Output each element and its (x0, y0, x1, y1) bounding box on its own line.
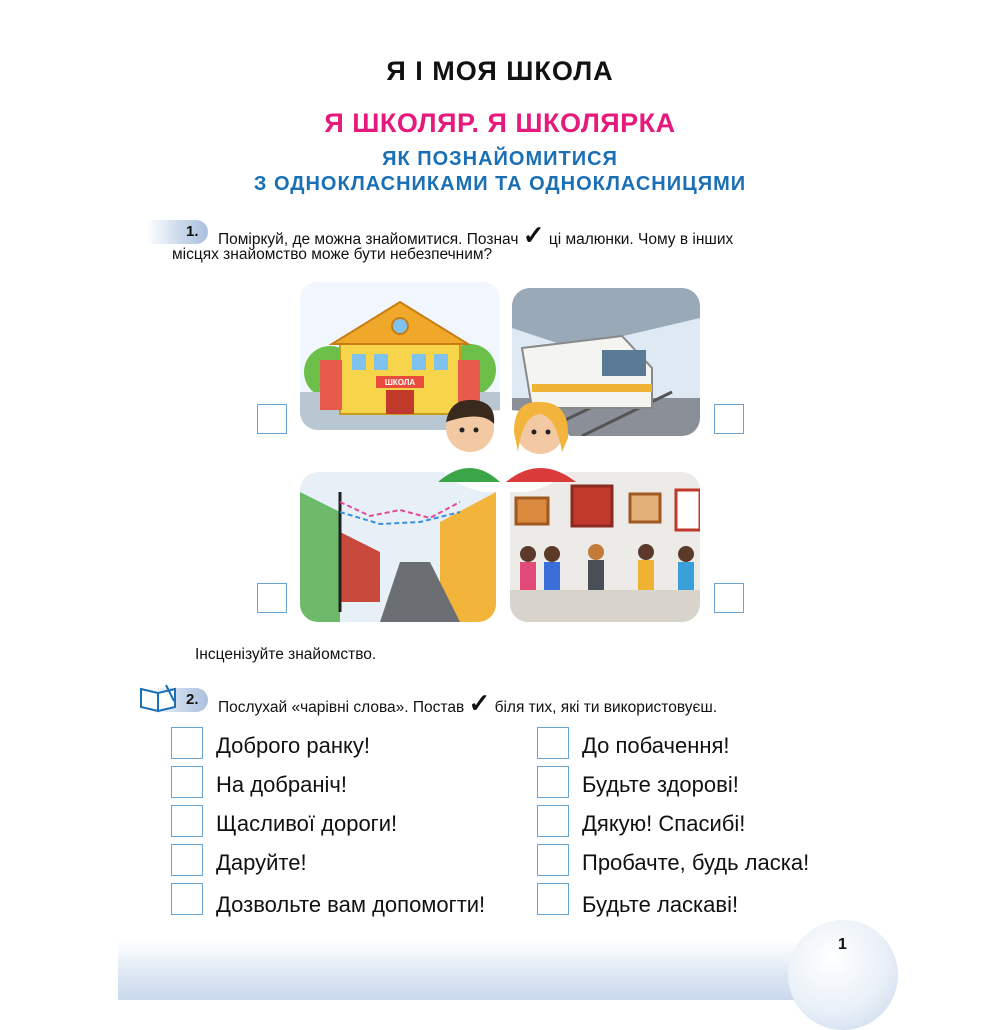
magic-word: Доброго ранку! (216, 733, 370, 758)
magic-word: На добраніч! (216, 772, 347, 797)
magic-word: Даруйте! (216, 850, 307, 875)
train-station-checkbox[interactable] (714, 404, 744, 434)
section-title: Я ШКОЛЯР. Я ШКОЛЯРКА (324, 108, 676, 138)
word-checkbox[interactable] (537, 805, 569, 837)
word-checkbox[interactable] (171, 883, 203, 915)
page-number: 1 (838, 936, 847, 953)
task-1-note: Інсценізуйте знайомство. (195, 646, 377, 663)
museum-picture (510, 472, 700, 622)
word-checkbox[interactable] (537, 727, 569, 759)
task-2-instruction (218, 690, 717, 718)
school-sign: ШКОЛА (384, 378, 416, 387)
word-checkbox[interactable] (537, 844, 569, 876)
check-icon: ✓ (468, 688, 491, 718)
street-picture (300, 472, 496, 622)
check-icon: ✓ (522, 220, 545, 250)
task-1-text-before: Поміркуй, де можна знайомитися. Познач (218, 231, 519, 248)
task-2-number: 2. (186, 691, 199, 708)
footer-band (118, 940, 883, 1000)
word-checkbox[interactable] (171, 727, 203, 759)
task-1-number: 1. (186, 223, 199, 240)
word-checkbox[interactable] (171, 805, 203, 837)
school-checkbox[interactable] (257, 404, 287, 434)
lesson-title (0, 147, 1000, 197)
magic-word: Дозвольте вам допомогти! (216, 892, 486, 917)
lesson-title-line1: ЯК ПОЗНАЙОМИТИСЯ (382, 148, 618, 170)
magic-word: Дякую! Спасибі! (582, 811, 746, 836)
task-2-text-before: Послухай «чарівні слова». Постав (218, 699, 465, 716)
task-1-text-after: ці малюнки. Чому в інших (548, 231, 734, 248)
task-1-badge (146, 220, 208, 244)
magic-word: До побачення! (582, 733, 730, 758)
word-checkbox[interactable] (171, 766, 203, 798)
chapter-title: Я І МОЯ ШКОЛА (386, 56, 614, 86)
street-checkbox[interactable] (257, 583, 287, 613)
magic-word: Пробачте, будь ласка! (582, 850, 810, 875)
word-checkbox[interactable] (537, 766, 569, 798)
magic-word: Будьте ласкаві! (582, 892, 739, 917)
museum-checkbox[interactable] (714, 583, 744, 613)
open-book-icon (138, 683, 180, 718)
magic-word: Щасливої дороги! (216, 811, 398, 836)
task-2-text-after: біля тих, які ти використовуєш. (494, 699, 718, 716)
meeting-places-illustration (300, 282, 700, 622)
word-checkbox[interactable] (537, 883, 569, 915)
magic-word: Будьте здорові! (582, 772, 739, 797)
task-1-instruction-line2: місцях знайомство може бути небезпечним? (172, 246, 493, 263)
lesson-title-line2: З ОДНОКЛАСНИКАМИ ТА ОДНОКЛАСНИЦЯМИ (253, 173, 747, 195)
word-checkbox[interactable] (171, 844, 203, 876)
children-picture (430, 382, 580, 492)
